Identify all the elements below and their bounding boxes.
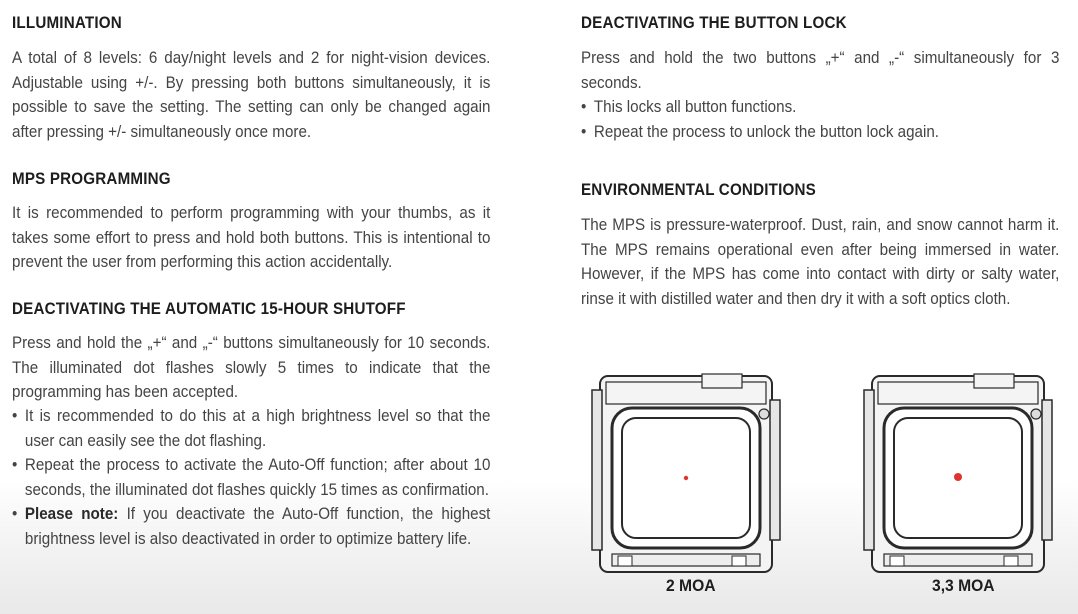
caption-3-3-moa: 3,3 MOA bbox=[932, 576, 995, 595]
button-lock-bullet-list bbox=[581, 95, 1059, 144]
list-item: • Repeat the process to unlock the button lock again. bbox=[581, 120, 1059, 145]
shutoff-bullet-list bbox=[12, 404, 490, 551]
mps-programming-heading: MPS PROGRAMMING bbox=[12, 170, 171, 188]
shutoff-heading: DEACTIVATING THE AUTOMATIC 15-HOUR SHUTOFF bbox=[12, 300, 406, 318]
list-item: • This locks all button functions. bbox=[581, 95, 1059, 120]
red-dot-large bbox=[954, 473, 962, 481]
list-item: • Repeat the process to activate the Auto-Off function; after about 10 seconds, the illuminated dot flashes quickly 15 times as confirmation. bbox=[12, 453, 490, 502]
note-label: Please note: bbox=[24, 505, 119, 523]
sight-illustration-large-dot bbox=[854, 370, 1064, 580]
list-item: • It is recommended to do this at a high brightness level so that the user can easily see the dot flashing. bbox=[12, 404, 490, 453]
button-lock-text: Press and hold the two buttons „+“ and „-“ simultaneously for 3 seconds. bbox=[581, 49, 1060, 92]
shutoff-text: Press and hold the „+“ and „-“ buttons simultaneously for 10 seconds. The illuminated dot flashes slowly 5 times to indicate that the programming has been accepted. bbox=[12, 334, 491, 401]
environment-text: The MPS is pressure-waterproof. Dust, rain, and snow cannot harm it. The MPS remains operational even after being immersed in water. However, if the MPS has come into contact with dirty or salty water, rinse it with distilled water and then dry it with a soft optics cloth. bbox=[581, 216, 1060, 308]
sight-illustration-small-dot bbox=[582, 370, 792, 580]
caption-2-moa: 2 MOA bbox=[666, 576, 716, 595]
button-lock-heading: DEACTIVATING THE BUTTON LOCK bbox=[581, 14, 847, 32]
list-item-note bbox=[12, 502, 490, 551]
red-dot-small bbox=[684, 476, 688, 480]
environment-heading: ENVIRONMENTAL CONDITIONS bbox=[581, 181, 816, 199]
note-text: If you deactivate the Auto-Off function, the highest brightness level is also deactivated in order to optimize battery life. bbox=[24, 505, 491, 548]
mps-programming-text: It is recommended to perform programming with your thumbs, as it takes some effort to press and hold both buttons. This is intentional to prevent the user from performing this action accidentally. bbox=[12, 204, 491, 271]
illumination-text: A total of 8 levels: 6 day/night levels and 2 for night-vision devices. Adjustable using +/-. By pressing both buttons simultaneously, it is possible to save the setting. The setting can only be changed again after pressing +/- simultaneously once more. bbox=[12, 49, 491, 141]
illumination-heading: ILLUMINATION bbox=[12, 14, 122, 32]
